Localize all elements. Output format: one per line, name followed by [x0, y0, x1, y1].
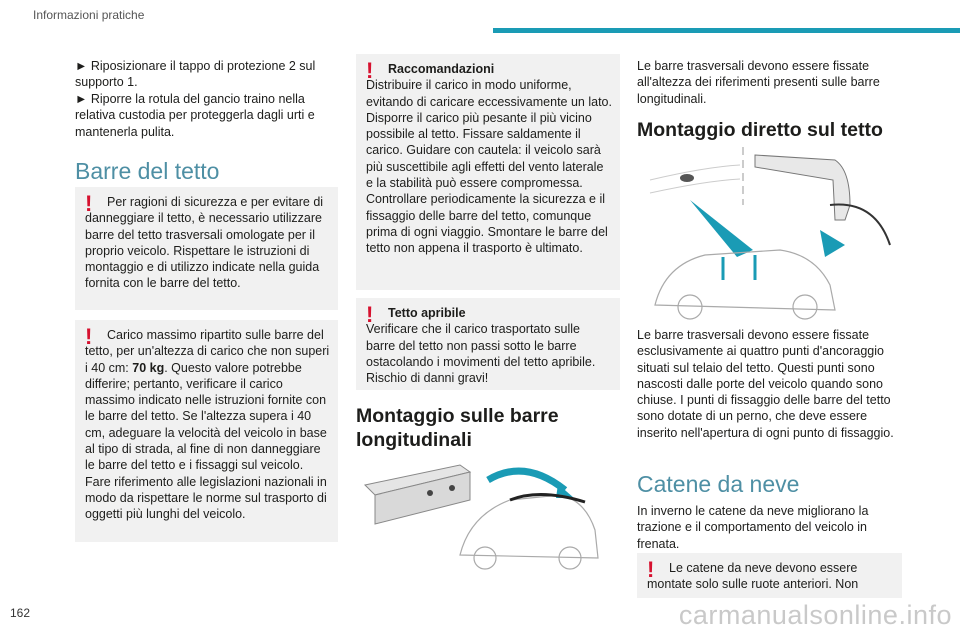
warning-box-snow-chains [637, 553, 902, 598]
intro-step-2: ► Riporre la rotula del gancio traino nella relativa custodia per proteggerla dagli urti e mantenerla pulita. [75, 92, 315, 139]
max-load-value: 70 kg [132, 360, 165, 375]
warning-icon: ! [366, 302, 374, 327]
warning-icon: ! [85, 324, 93, 349]
section-heading-longitudinal-bars: Montaggio sulle barre longitudinali [356, 405, 559, 451]
page-number: 162 [10, 606, 31, 620]
warning-box-sunroof [356, 298, 620, 390]
paragraph-snow-chains: In inverno le catene da neve migliorano la trazione e il comportamento del veicolo in frenata. [637, 504, 869, 551]
paragraph-anchor-points: Le barre trasversali devono essere fissate esclusivamente ai quattro punti d'ancoraggio situati sul telaio del tetto. Questi punti sono nascosti dalle porte del veicolo quando sono chiuse. I punti di fissaggio delle barre del tetto sono dotate di un perno, che deve essere inserito nell'apertura di ogni punto di fissaggio. [637, 328, 894, 440]
warning-title: Tetto apribile [388, 306, 466, 320]
running-header: Informazioni pratiche [33, 8, 145, 22]
watermark: carmanualsonline.info [678, 600, 952, 630]
warning-icon: ! [366, 58, 374, 83]
warning-load-text-2: Questo valore potrebbe differire; pertanto, verificare il carico massimo indicato nelle istruzioni fornite con le barre del tetto. Se l'altezza supera i 40 cm, adeguare la velocità del veicolo in base al tipo di strada, al fine di non danneggiare le barre del tetto e i fissaggi sul veicolo. Fare riferimento alle legislazioni nazionali in modo da rispettare le norme sul trasporto di oggetti più lunghi del veicolo. [85, 360, 327, 522]
illustration-direct-roof-mounting [645, 145, 900, 320]
intro-step-1: ► Riposizionare il tappo di protezione 2 sul supporto 1. [75, 59, 316, 90]
header-accent-bar [493, 28, 960, 33]
warning-load-text: Carico massimo ripartito sulle barre del tetto, per un'altezza di carico che non superi i 40 cm: [85, 328, 330, 375]
paragraph-reference-marks: Le barre trasversali devono essere fissate all'altezza dei riferimenti presenti sulle barre longitudinali. [637, 59, 880, 106]
section-heading-direct-roof: Montaggio diretto sul tetto [637, 119, 883, 141]
warning-body: Distribuire il carico in modo uniforme, evitando di caricare eccessivamente un lato. Disporre il carico più pesante il più vicino possibile al tetto. Fissare saldamente il carico. Guidare con cautela: il veicolo sarà più suscettibile agli effetti del vento laterale e la stabilità può essere compromessa. Controllare periodicamente la sicurezza e il fissaggio delle barre del tetto, comunque prima di ogni viaggio. Smontare le barre del tetto non appena il trasporto è ultimato. [366, 78, 612, 256]
warning-box-1 [75, 187, 338, 310]
warning-body: Verificare che il carico trasportato sulle barre del tetto non passi sotto le barre ostacolando i movimenti del tetto apribile. Rischio di danni gravi! [366, 322, 596, 386]
section-heading-snow-chains: Catene da neve [637, 471, 800, 497]
illustration-longitudinal-bars [360, 460, 610, 570]
warning-text: Per ragioni di sicurezza e per evitare di danneggiare il tetto, è necessario utilizzare barre del tetto trasversali omologate per il proprio veicolo. Rispettare le istruzioni di montaggio e di utilizzo indicate nella guida fornita con le barre del tetto. [85, 195, 324, 291]
warning-icon: ! [647, 557, 655, 582]
warning-text: Le catene da neve devono essere montate solo sulle ruote anteriori. Non [647, 561, 859, 592]
warning-icon: ! [85, 191, 93, 216]
warning-text [366, 302, 612, 386]
warning-box-2 [75, 320, 338, 542]
warning-box-recommendations [356, 54, 620, 290]
warning-title: Raccomandazioni [388, 62, 495, 76]
warning-text: Carico massimo ripartito sulle barre del tetto, per un'altezza di carico che non superi i 40 cm: 70 kg. Questo valore potrebbe differire; pertanto, verificare il carico massimo indicato nelle istruzioni fornite con le barre del tetto. Se l'altezza supera i 40 cm, adeguare la velocità del veicolo in base al tipo di strada, al fine di non danneggiare le barre del tetto e i fissaggi sul veicolo. Fare riferimento alle legislazioni nazionali in modo da rispettare le norme sul trasporto di oggetti più lunghi del veicolo. [85, 328, 330, 522]
section-heading-roof-bars: Barre del tetto [75, 158, 220, 184]
warning-text [366, 58, 612, 257]
